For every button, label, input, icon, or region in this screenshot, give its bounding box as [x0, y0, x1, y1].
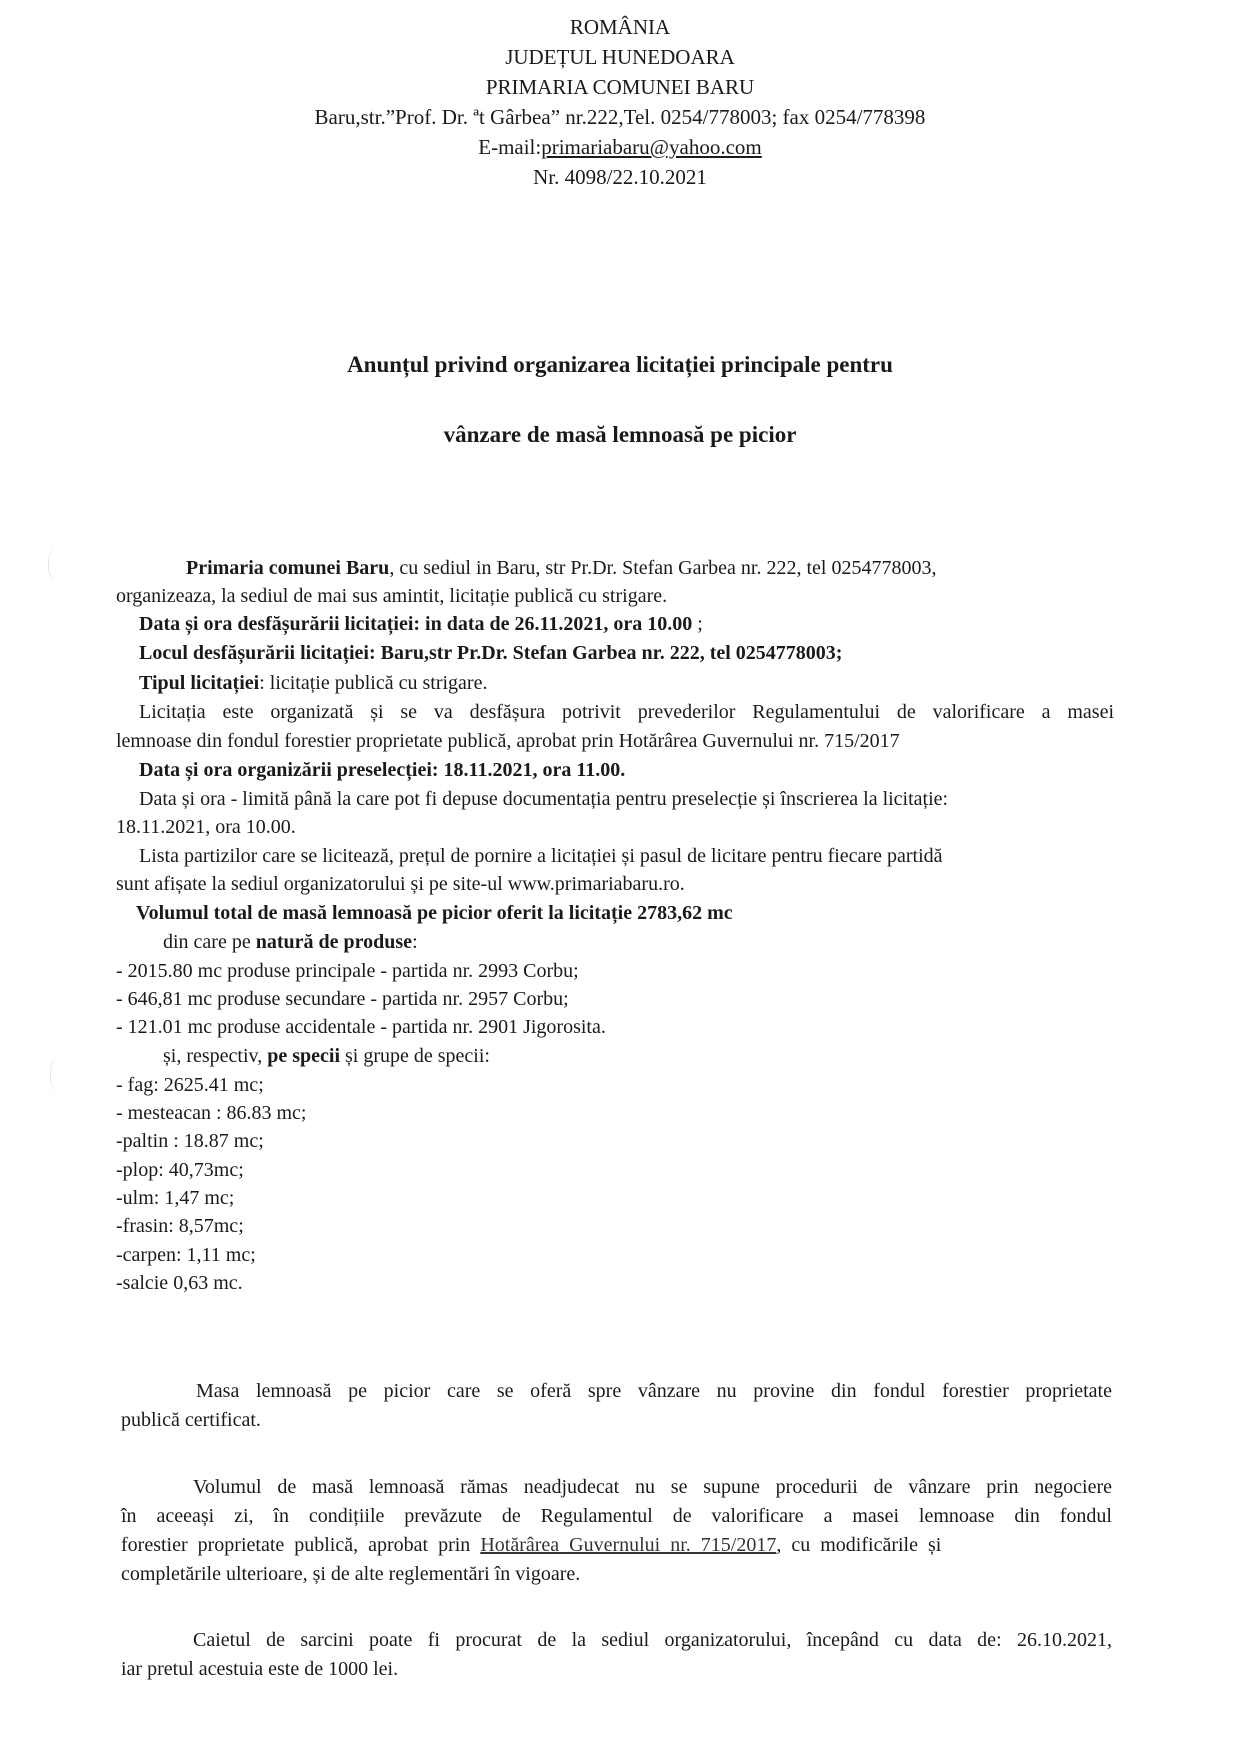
- remaining-volume-line3-post: , cu modificările și: [776, 1534, 942, 1556]
- species-item: -frasin: 8,57mc;: [116, 1215, 244, 1237]
- products-intro-bold: natură de produse: [255, 931, 413, 953]
- letterhead: [0, 12, 1240, 192]
- species-item: -carpen: 1,11 mc;: [116, 1244, 256, 1266]
- certification-line1: Masa lemnoasă pe picior care se oferă spre vânzare nu provine din fondul forestier proprietate: [196, 1380, 1112, 1402]
- species-intro-bold: pe specii: [267, 1045, 341, 1067]
- lots-list-line2: sunt afișate la sediul organizatorului și pe site-ul www.primariabaru.ro.: [116, 873, 685, 895]
- announcement-title-line1: Anunțul privind organizarea licitației principale pentru: [347, 352, 893, 377]
- species-item: -salcie 0,63 mc.: [116, 1272, 243, 1294]
- registration-number: Nr. 4098/22.10.2021: [533, 165, 707, 189]
- auction-date: [139, 611, 703, 637]
- species-item: - mesteacan : 86.83 mc;: [116, 1102, 307, 1124]
- products-intro-pre: din care pe: [163, 931, 256, 953]
- species-intro-post: și grupe de specii:: [340, 1045, 490, 1067]
- auction-type-value: : licitație publică cu strigare.: [259, 672, 488, 694]
- total-volume: Volumul total de masă lemnoasă pe picior oferit la licitație 2783,62 mc: [136, 902, 733, 924]
- species-item: -paltin : 18.87 mc;: [116, 1130, 264, 1152]
- product-item: - 646,81 mc produse secundare - partida nr. 2957 Corbu;: [116, 988, 569, 1010]
- remaining-volume-line1: Volumul de masă lemnoasă rămas neadjudecat nu se supune procedurii de vânzare prin negociere: [193, 1476, 1112, 1498]
- legal-basis-line1: Licitația este organizată și se va desfășura potrivit prevederilor Regulamentului de valorificare a masei: [139, 701, 1114, 723]
- certification-line2: publică certificat.: [121, 1409, 261, 1431]
- lots-list-line1: Lista partizilor care se licitează, prețul de pornire a licitației și pasul de licitare pentru fiecare partidă: [139, 845, 943, 867]
- species-intro-pre: și, respectiv,: [163, 1045, 268, 1067]
- species-item: -ulm: 1,47 mc;: [116, 1187, 235, 1209]
- scan-mark: [50, 1058, 65, 1092]
- species-intro: [163, 1043, 490, 1069]
- product-item: - 121.01 mc produse accidentale - partida nr. 2901 Jigorosita.: [116, 1016, 606, 1038]
- auction-type-label: Tipul licitației: [139, 672, 260, 694]
- products-intro-post: :: [412, 931, 418, 953]
- header-address: Baru,str.”Prof. Dr. ªt Gârbea” nr.222,Tel. 0254/778003; fax 0254/778398: [314, 105, 926, 129]
- email-link[interactable]: primariabaru@yahoo.com: [541, 135, 762, 159]
- auction-date-label: Data și ora desfășurării licitației: in data de 26.11.2021, ora 10.00: [139, 613, 693, 635]
- remaining-volume-line4: completările ulterioare, și de alte reglementări în vigoare.: [121, 1563, 581, 1585]
- species-item: - fag: 2625.41 mc;: [116, 1074, 264, 1096]
- deadline-line1: Data și ora - limită până la care pot fi depuse documentația pentru preselecție și înscrierea la licitație:: [139, 788, 949, 810]
- specifications-line1: Caietul de sarcini poate fi procurat de la sediul organizatorului, începând cu data de: 26.10.2021,: [193, 1629, 1112, 1651]
- header-county: JUDEȚUL HUNEDOARA: [505, 45, 735, 69]
- header-country: ROMÂNIA: [569, 15, 671, 39]
- remaining-volume-line3-pre: forestier proprietate publică, aprobat prin: [121, 1534, 481, 1556]
- species-item: -plop: 40,73mc;: [116, 1159, 244, 1181]
- organizer-name: Primaria comunei Baru: [186, 557, 390, 579]
- product-item: - 2015.80 mc produse principale - partida nr. 2993 Corbu;: [116, 960, 579, 982]
- auction-date-tail: ;: [692, 613, 703, 635]
- announcement-title-line2: vânzare de masă lemnoasă pe picior: [443, 422, 797, 447]
- intro-line2: organizeaza, la sediul de mai sus amintit, licitație publică cu strigare.: [116, 585, 668, 607]
- preselection-date: Data și ora organizării preselecției: 18.11.2021, ora 11.00.: [139, 759, 626, 781]
- legal-basis-line2: lemnoase din fondul forestier proprietate publică, aprobat prin Hotărârea Guvernului nr. 715/2017: [116, 730, 900, 752]
- intro-line1: [186, 555, 936, 581]
- email-label: E-mail:: [478, 135, 542, 159]
- auction-location: Locul desfășurării licitației: Baru,str Pr.Dr. Stefan Garbea nr. 222, tel 0254778003;: [139, 642, 843, 664]
- specifications-line2: iar pretul acestuia este de 1000 lei.: [121, 1658, 399, 1680]
- deadline-line2: 18.11.2021, ora 10.00.: [116, 816, 296, 838]
- header-institution: PRIMARIA COMUNEI BARU: [485, 75, 755, 99]
- remaining-volume-line3: [121, 1532, 941, 1558]
- products-intro: [163, 929, 418, 955]
- header-email-line: [0, 132, 1240, 162]
- organizer-address: , cu sediul in Baru, str Pr.Dr. Stefan Garbea nr. 222, tel 0254778003,: [389, 557, 937, 579]
- scan-mark: [48, 548, 63, 582]
- auction-type: [139, 670, 487, 696]
- remaining-volume-line2: în aceeași zi, în condițiile prevăzute de Regulamentul de valorificare a masei lemnoase din fondul: [121, 1505, 1112, 1527]
- government-decision-link[interactable]: Hotărârea Guvernului nr. 715/2017: [480, 1534, 777, 1556]
